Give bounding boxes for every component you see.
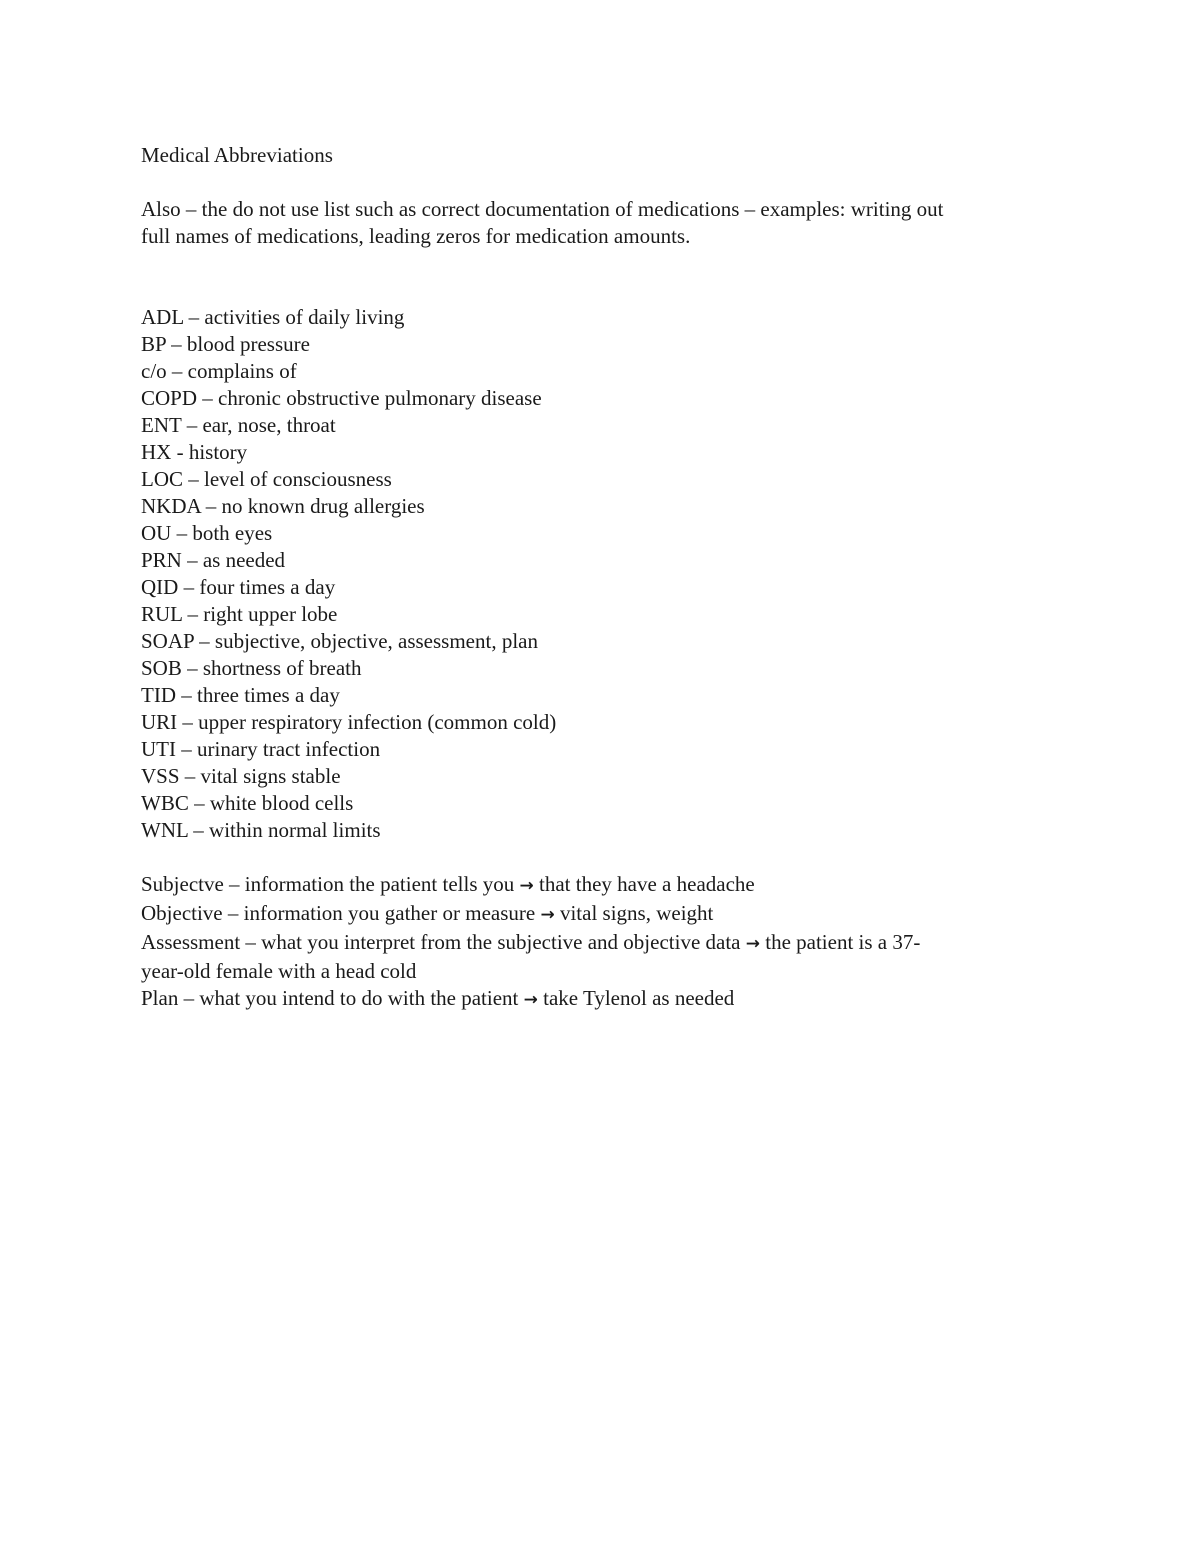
abbreviation-item: UTI – urinary tract infection bbox=[141, 737, 381, 761]
abbreviation-item: OU – both eyes bbox=[141, 521, 273, 545]
soap-plan bbox=[141, 985, 1061, 1014]
arrow-right-icon: → bbox=[519, 876, 534, 896]
soap-subjective-definition: Subjectve – information the patient tells you bbox=[141, 872, 520, 896]
abbreviation-item: VSS – vital signs stable bbox=[141, 764, 341, 788]
soap-plan-example: take Tylenol as needed bbox=[537, 986, 735, 1010]
arrow-right-icon: → bbox=[540, 905, 555, 925]
soap-subjective bbox=[141, 871, 1061, 900]
abbreviation-item: URI – upper respiratory infection (common cold) bbox=[141, 710, 557, 734]
soap-objective-example: vital signs, weight bbox=[554, 901, 714, 925]
abbreviation-item: ENT – ear, nose, throat bbox=[141, 413, 336, 437]
abbreviation-item: BP – blood pressure bbox=[141, 332, 310, 356]
abbreviation-list bbox=[141, 304, 1061, 844]
soap-assessment-definition: Assessment – what you interpret from the subjective and objective data bbox=[141, 930, 746, 954]
soap-assessment-continued: year-old female with a head cold bbox=[141, 959, 417, 983]
soap-objective-definition: Objective – information you gather or measure bbox=[141, 901, 541, 925]
abbreviation-item: HX - history bbox=[141, 440, 248, 464]
abbreviation-item: COPD – chronic obstructive pulmonary disease bbox=[141, 386, 542, 410]
abbreviation-item: PRN – as needed bbox=[141, 548, 286, 572]
arrow-right-icon: → bbox=[523, 990, 538, 1010]
arrow-right-icon: → bbox=[745, 934, 760, 954]
abbreviation-item: NKDA – no known drug allergies bbox=[141, 494, 425, 518]
intro-line-1: Also – the do not use list such as correct documentation of medications – examples: writing out bbox=[141, 197, 944, 221]
intro-line-2: full names of medications, leading zeros for medication amounts. bbox=[141, 224, 691, 248]
soap-plan-definition: Plan – what you intend to do with the patient bbox=[141, 986, 524, 1010]
abbreviation-item: RUL – right upper lobe bbox=[141, 602, 338, 626]
document-title: Medical Abbreviations bbox=[141, 143, 333, 167]
abbreviation-item: QID – four times a day bbox=[141, 575, 336, 599]
abbreviation-item: SOB – shortness of breath bbox=[141, 656, 362, 680]
soap-subjective-example: that they have a headache bbox=[533, 872, 755, 896]
abbreviation-item: WBC – white blood cells bbox=[141, 791, 354, 815]
document-body bbox=[141, 142, 1061, 1014]
abbreviation-item: WNL – within normal limits bbox=[141, 818, 381, 842]
soap-section bbox=[141, 871, 1061, 1014]
soap-objective bbox=[141, 900, 1061, 929]
abbreviation-item: LOC – level of consciousness bbox=[141, 467, 392, 491]
abbreviation-item: TID – three times a day bbox=[141, 683, 340, 707]
soap-assessment-example: the patient is a 37- bbox=[760, 930, 921, 954]
abbreviation-item: ADL – activities of daily living bbox=[141, 305, 405, 329]
abbreviation-item: c/o – complains of bbox=[141, 359, 297, 383]
soap-assessment bbox=[141, 929, 1061, 958]
abbreviation-item: SOAP – subjective, objective, assessment, plan bbox=[141, 629, 538, 653]
